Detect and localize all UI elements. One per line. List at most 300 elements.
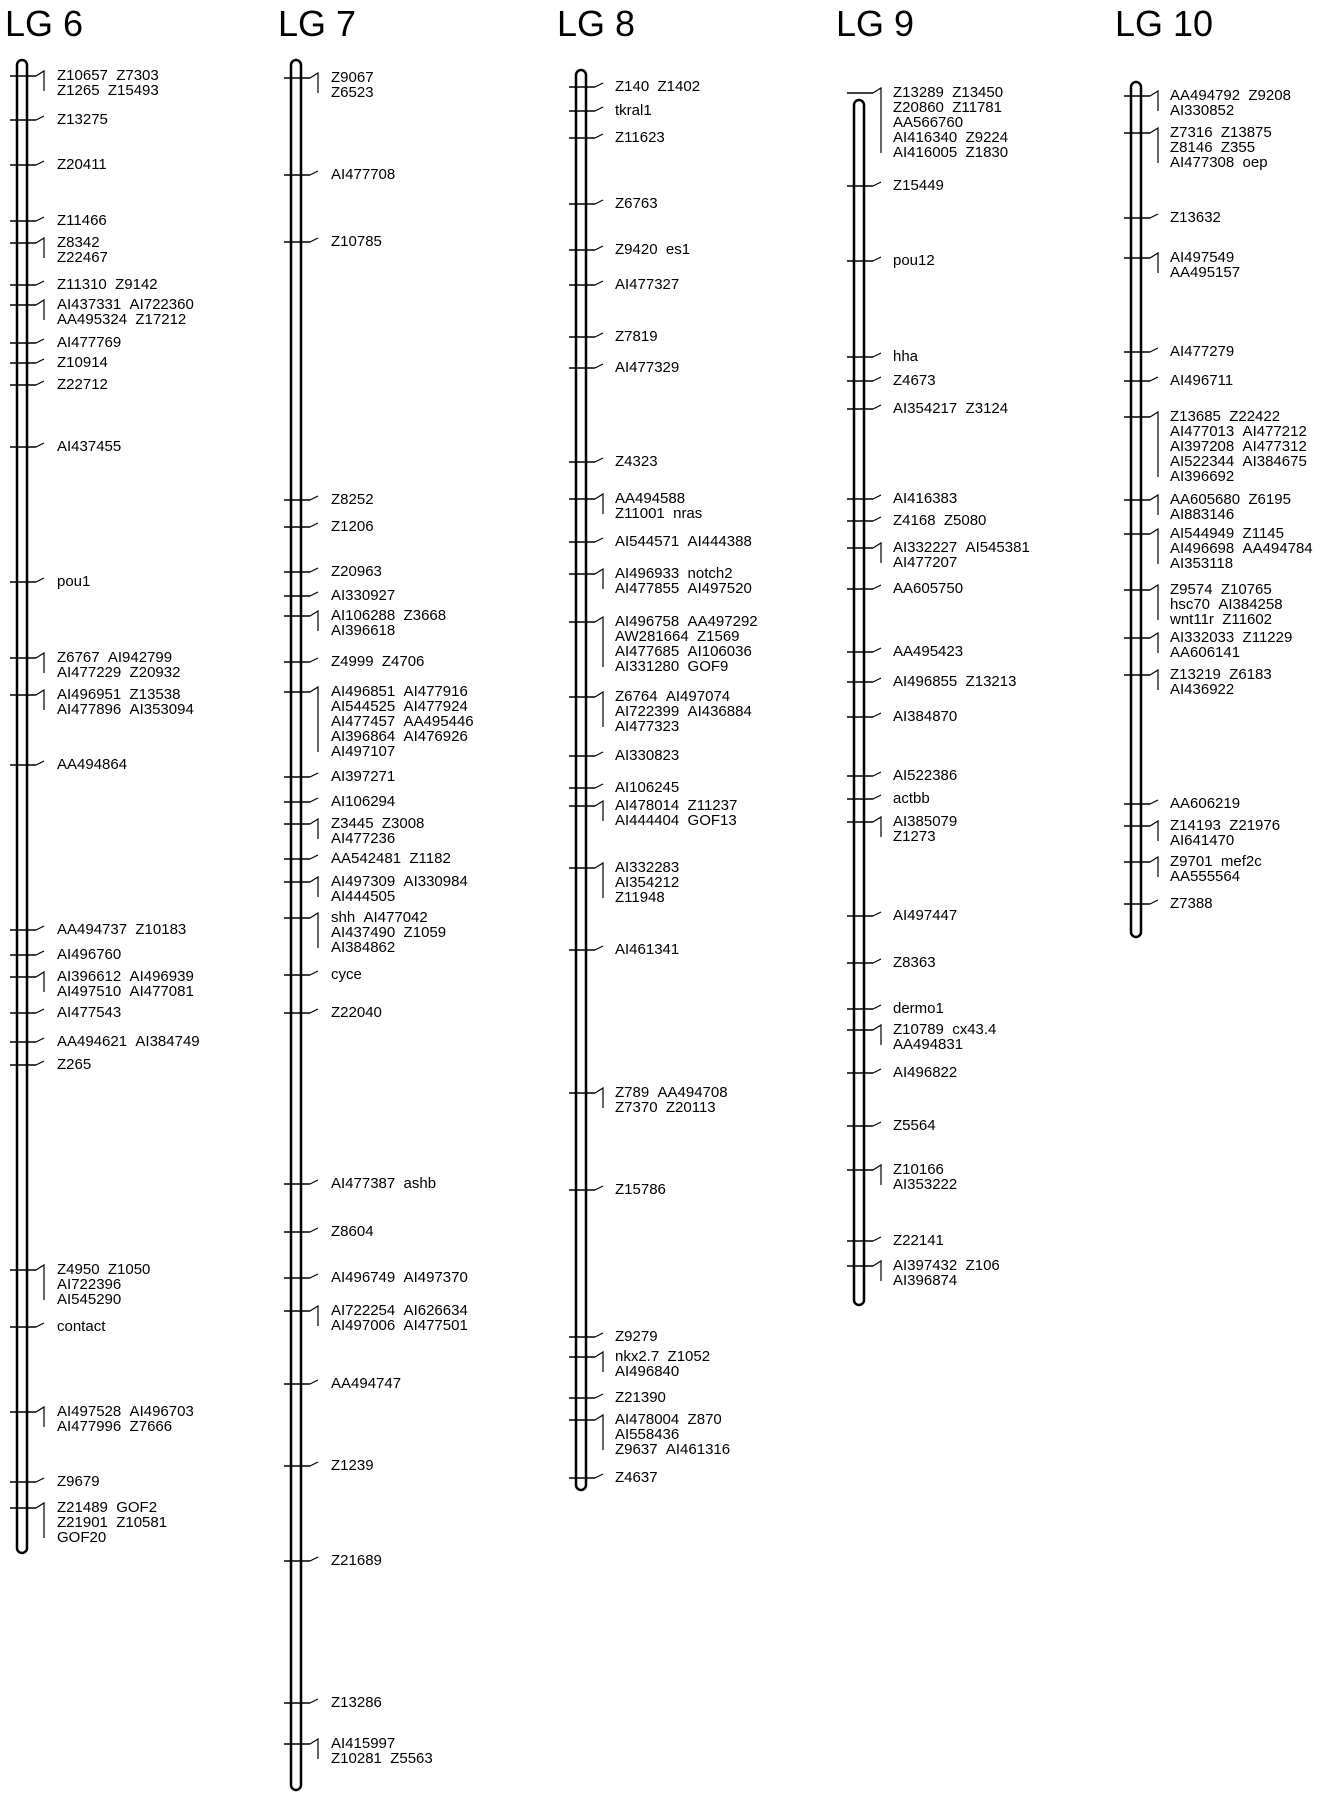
lg-7-marker-label: Z1239 <box>331 1457 374 1474</box>
lg-7-marker-label: AI544525 AI477924 <box>331 698 468 715</box>
lg-10-marker-label: Z13685 Z22422 <box>1170 408 1281 425</box>
lg-7-marker-label: AI477457 AA495446 <box>331 713 474 730</box>
lg-8-marker-connector <box>595 752 603 756</box>
lg-6-marker-label: contact <box>57 1318 106 1335</box>
lg-7-marker-label: AI106288 Z3668 <box>331 607 447 624</box>
lg-7-marker-connector <box>310 773 318 777</box>
lg-9-marker-connector <box>873 257 881 261</box>
lg-8-marker-label: nkx2.7 Z1052 <box>615 1348 711 1365</box>
lg-9-marker-connector <box>873 1122 881 1126</box>
lg-8-marker-label: AI330823 <box>615 747 680 764</box>
lg-9-marker-label: AA566760 <box>893 114 964 131</box>
lg-9-marker-connector <box>873 1005 881 1009</box>
lg-9-marker-connector <box>873 353 881 357</box>
lg-10-marker-label: AI477013 AI477212 <box>1170 423 1307 440</box>
lg-6-marker-connector <box>36 926 44 930</box>
lg-7-marker-label: AI415997 <box>331 1735 396 1752</box>
lg-8-marker-label: AI496758 AA497292 <box>615 613 758 630</box>
lg-10-marker-label: Z13632 <box>1170 209 1221 226</box>
lg-6-marker-bracket <box>36 300 44 320</box>
lg-8-chromosome-bar <box>576 70 586 1490</box>
lg-7-marker-label: AI437490 Z1059 <box>331 924 447 941</box>
lg-9-marker-label: actbb <box>893 790 930 807</box>
lg-7-marker-label: AA494747 <box>331 1375 402 1392</box>
lg-6-marker-label: Z9679 <box>57 1473 100 1490</box>
lg-10-marker-label: AI883146 <box>1170 506 1235 523</box>
lg-9-marker-label: pou12 <box>893 252 935 269</box>
lg-6-marker-label: Z8342 <box>57 234 100 251</box>
lg-9-marker-connector <box>873 795 881 799</box>
lg-6-marker-bracket <box>36 1503 44 1538</box>
lg-9-marker-label: Z10789 cx43.4 <box>893 1021 997 1038</box>
lg-10-marker-bracket <box>1150 857 1158 877</box>
lg-10-marker-connector <box>1150 377 1158 381</box>
lg-6-marker-bracket <box>36 972 44 992</box>
lg-8-marker-label: AI477323 <box>615 718 680 735</box>
lg-10-marker-label: Z9701 mef2c <box>1170 853 1262 870</box>
lg-6-marker-connector <box>36 951 44 955</box>
lg-7-marker-label: shh AI477042 <box>331 909 428 926</box>
lg-7-marker-label: AI330927 <box>331 587 396 604</box>
lg-10-marker-bracket <box>1150 633 1158 653</box>
lg-8-marker-connector <box>595 246 603 250</box>
lg-6-marker-connector <box>36 1323 44 1327</box>
lg-9-marker-label: dermo1 <box>893 1000 944 1017</box>
lg-10-marker-label: Z14193 Z21976 <box>1170 817 1281 834</box>
lg-6-marker-bracket <box>36 1265 44 1300</box>
lg-10-marker-bracket <box>1150 128 1158 163</box>
lg-8-marker-connector <box>595 134 603 138</box>
lg-8-marker-label: Z21390 <box>615 1389 666 1406</box>
lg-7-marker-label: AI497107 <box>331 743 396 760</box>
lg-6-marker-label: Z13275 <box>57 111 108 128</box>
lg-6-marker-label: AI545290 <box>57 1291 122 1308</box>
lg-8-marker-connector <box>595 1394 603 1398</box>
lg-9-marker-bracket <box>873 1025 881 1045</box>
lg-9-marker-connector <box>873 405 881 409</box>
lg-9-marker-label: Z20860 Z11781 <box>893 99 1002 116</box>
lg-8-marker-label: Z140 Z1402 <box>615 78 701 95</box>
lg-9-marker-label: AI496855 Z13213 <box>893 673 1017 690</box>
lg-7-marker-connector <box>310 1699 318 1703</box>
lg-6-marker-label: AI477996 Z7666 <box>57 1418 173 1435</box>
lg-6-marker-label: AA495324 Z17212 <box>57 311 187 328</box>
lg-7-marker-label: AI722254 AI626634 <box>331 1302 468 1319</box>
lg-9-marker-connector <box>873 678 881 682</box>
lg-8-marker-label: AI477327 <box>615 276 680 293</box>
lg-6-marker-bracket <box>36 238 44 258</box>
lg-8-marker-bracket <box>595 863 603 898</box>
lg-9-marker-label: AA605750 <box>893 580 964 597</box>
lg-9-marker-label: Z15449 <box>893 177 944 194</box>
lg-7-marker-connector <box>310 1557 318 1561</box>
lg-10-marker-bracket <box>1150 670 1158 690</box>
lg-7-title: LG 7 <box>278 3 357 44</box>
lg-10-marker-label: AI522344 AI384675 <box>1170 453 1307 470</box>
lg-7-marker-connector <box>310 1180 318 1184</box>
lg-6-marker-connector <box>36 1038 44 1042</box>
lg-8-marker-label: AI496933 notch2 <box>615 565 733 582</box>
lg-6-marker-label: AI496760 <box>57 946 122 963</box>
lg-9-marker-label: AI416383 <box>893 490 958 507</box>
lg-8-marker-label: Z7819 <box>615 328 658 345</box>
lg-10-marker-label: AI497549 <box>1170 249 1235 266</box>
lg-6-marker-label: AA494621 AI384749 <box>57 1033 200 1050</box>
lg-10-marker-bracket <box>1150 495 1158 515</box>
lg-6-marker-label: AI437455 <box>57 438 122 455</box>
lg-7-marker-connector <box>310 798 318 802</box>
lg-9-marker-label: AI416340 Z9224 <box>893 129 1009 146</box>
lg-7-marker-label: AI497006 AI477501 <box>331 1317 468 1334</box>
lg-6-marker-connector <box>36 339 44 343</box>
lg-10-marker-label: AI353118 <box>1170 555 1234 572</box>
lg-7-marker-label: Z8252 <box>331 491 374 508</box>
lg-10-marker-label: AI436922 <box>1170 681 1235 698</box>
lg-6-marker-label: Z21901 Z10581 <box>57 1514 168 1531</box>
lg-6-marker-label: AI722396 <box>57 1276 122 1293</box>
lg-9-marker-label: Z8363 <box>893 954 936 971</box>
lg-6-marker-label: AI477896 AI353094 <box>57 701 194 718</box>
lg-6-marker-connector <box>36 161 44 165</box>
lg-7-marker-connector <box>310 971 318 975</box>
lg-9-marker-label: Z1273 <box>893 828 936 845</box>
lg-10-marker-label: AA605680 Z6195 <box>1170 491 1291 508</box>
lg-9-marker-label: AI332227 AI545381 <box>893 539 1030 556</box>
lg-8-marker-bracket <box>595 494 603 514</box>
lg-6-marker-bracket <box>36 653 44 673</box>
lg-9-marker-bracket <box>873 1165 881 1185</box>
lg-8-marker-label: Z9637 AI461316 <box>615 1441 731 1458</box>
lg-7-marker-label: Z22040 <box>331 1004 382 1021</box>
lg-9-marker-label: AI497447 <box>893 907 958 924</box>
lg-8-marker-label: AI106245 <box>615 779 680 796</box>
lg-8-marker-label: AI496840 <box>615 1363 680 1380</box>
lg-8-marker-label: AI354212 <box>615 874 680 891</box>
lg-9-marker-connector <box>873 585 881 589</box>
lg-6-marker-label: GOF20 <box>57 1529 107 1546</box>
lg-10-title: LG 10 <box>1115 3 1214 44</box>
lg-10-marker-bracket <box>1150 91 1158 111</box>
lg-7-marker-label: AI477708 <box>331 166 396 183</box>
lg-10-marker-connector <box>1150 348 1158 352</box>
lg-9-marker-label: AI354217 Z3124 <box>893 400 1009 417</box>
lg-9-marker-bracket <box>873 88 881 153</box>
lg-8-marker-label: AI331280 GOF9 <box>615 658 729 675</box>
lg-7-marker-bracket <box>310 687 318 752</box>
lg-8-marker-label: Z11623 <box>615 129 665 146</box>
lg-8-marker-bracket <box>595 569 603 589</box>
lg-7-marker-label: cyce <box>331 966 362 983</box>
lg-9-marker-label: Z5564 <box>893 1117 936 1134</box>
lg-9-marker-connector <box>873 912 881 916</box>
lg-8-marker-bracket <box>595 617 603 667</box>
lg-9-marker-label: Z10166 <box>893 1161 944 1178</box>
lg-10-marker-label: AI332033 Z11229 <box>1170 629 1293 646</box>
lg-8-marker-connector <box>595 1333 603 1337</box>
lg-6-marker-label: AI497510 AI477081 <box>57 983 194 1000</box>
lg-7-marker-label: AI106294 <box>331 793 396 810</box>
lg-7-marker-connector <box>310 658 318 662</box>
lg-7-marker-label: AA542481 Z1182 <box>331 850 451 867</box>
lg-7-marker-label: AI477236 <box>331 830 396 847</box>
lg-6-marker-label: AI437331 AI722360 <box>57 296 194 313</box>
lg-9-marker-bracket <box>873 817 881 837</box>
lg-10-marker-label: hsc70 AI384258 <box>1170 596 1283 613</box>
lg-8-marker-connector <box>595 364 603 368</box>
lg-6-marker-connector <box>36 1009 44 1013</box>
lg-6-marker-label: Z22712 <box>57 376 108 393</box>
lg-6-chromosome-bar <box>17 60 27 1553</box>
lg-6-marker-connector <box>36 116 44 120</box>
lg-6-marker-bracket <box>36 71 44 91</box>
lg-8-marker-connector <box>595 333 603 337</box>
lg-7-marker-bracket <box>310 611 318 631</box>
lg-7-marker-connector <box>310 171 318 175</box>
lg-10-marker-label: Z13219 Z6183 <box>1170 666 1272 683</box>
lg-10-marker-label: AI496711 <box>1170 372 1234 389</box>
lg-6-marker-connector <box>36 578 44 582</box>
lg-10-marker-label: AI641470 <box>1170 832 1235 849</box>
lg-10-marker-label: AA606141 <box>1170 644 1241 661</box>
lg-8-marker-bracket <box>595 692 603 727</box>
lg-6-marker-label: Z6767 AI942799 <box>57 649 173 666</box>
lg-8-marker-label: AI722399 AI436884 <box>615 703 752 720</box>
lg-10-marker-connector <box>1150 900 1158 904</box>
lg-6-marker-label: AI477543 <box>57 1004 122 1021</box>
lg-7-marker-bracket <box>310 1306 318 1326</box>
lg-8-title: LG 8 <box>557 3 636 44</box>
lg-10-marker-connector <box>1150 214 1158 218</box>
lg-8-marker-label: Z11001 nras <box>615 505 703 522</box>
lg-7-marker-label: Z20963 <box>331 563 382 580</box>
lg-6-marker-label: Z4950 Z1050 <box>57 1261 151 1278</box>
lg-9-marker-label: Z4168 Z5080 <box>893 512 987 529</box>
lg-9-marker-label: AI397432 Z106 <box>893 1257 1000 1274</box>
lg-6-marker-label: AI477229 Z20932 <box>57 664 181 681</box>
lg-8-marker-label: AI444404 GOF13 <box>615 812 737 829</box>
lg-10-marker-label: Z7388 <box>1170 895 1213 912</box>
lg-7-marker-label: AI384862 <box>331 939 396 956</box>
lg-7-marker-label: Z13286 <box>331 1694 382 1711</box>
lg-10-marker-label: AI397208 AI477312 <box>1170 438 1307 455</box>
lg-8-marker-connector <box>595 1474 603 1478</box>
lg-6-marker-connector <box>36 1478 44 1482</box>
lg-9-marker-connector <box>873 495 881 499</box>
lg-6-marker-label: AI477769 <box>57 334 122 351</box>
lg-6-title: LG 6 <box>5 3 84 44</box>
lg-6-marker-label: Z10914 <box>57 354 108 371</box>
lg-10-marker-bracket <box>1150 412 1158 477</box>
lg-6-marker-label: Z11466 <box>57 212 107 229</box>
lg-7-marker-label: Z10281 Z5563 <box>331 1750 433 1767</box>
lg-7-marker-label: AI397271 <box>331 768 396 785</box>
lg-9-chromosome-bar <box>854 100 864 1305</box>
lg-8-marker-label: AI558436 <box>615 1426 680 1443</box>
lg-7-marker-connector <box>310 1462 318 1466</box>
lg-6-marker-label: Z11310 Z9142 <box>57 276 158 293</box>
lg-7-marker-bracket <box>310 1739 318 1759</box>
lg-8-marker-label: AI544571 AI444388 <box>615 533 752 550</box>
lg-8-marker-label: Z9420 es1 <box>615 241 691 258</box>
lg-9-marker-connector <box>873 377 881 381</box>
lg-7-marker-label: AI496851 AI477916 <box>331 683 468 700</box>
lg-8-marker-bracket <box>595 1088 603 1108</box>
lg-10-chromosome-bar <box>1131 82 1141 937</box>
lg-8-marker-label: AI332283 <box>615 859 680 876</box>
lg-7-marker-connector <box>310 1274 318 1278</box>
lg-8-marker-bracket <box>595 1352 603 1372</box>
lg-8-marker-label: Z789 AA494708 <box>615 1084 728 1101</box>
lg-8-marker-connector <box>595 107 603 111</box>
lg-9-marker-label: AI477207 <box>893 554 958 571</box>
lg-9-marker-connector <box>873 648 881 652</box>
lg-6-marker-connector <box>36 217 44 221</box>
lg-8-marker-label: Z6763 <box>615 195 658 212</box>
lg-9-marker-label: AI396874 <box>893 1272 958 1289</box>
lg-6-marker-connector <box>36 281 44 285</box>
lg-8-marker-label: AW281664 Z1569 <box>615 628 740 645</box>
lg-6-marker-bracket <box>36 690 44 710</box>
lg-7-marker-connector <box>310 1228 318 1232</box>
lg-8-marker-label: Z9279 <box>615 1328 658 1345</box>
lg-9-marker-bracket <box>873 543 881 563</box>
lg-9-marker-label: AI385079 <box>893 813 958 830</box>
lg-10-marker-label: AA495157 <box>1170 264 1241 281</box>
lg-7-marker-label: Z4999 Z4706 <box>331 653 425 670</box>
lg-9-marker-label: Z22141 <box>893 1232 944 1249</box>
lg-7-marker-connector <box>310 523 318 527</box>
lg-6-marker-label: Z10657 Z7303 <box>57 67 159 84</box>
lg-8-marker-label: Z4323 <box>615 453 658 470</box>
lg-8-marker-label: Z7370 Z20113 <box>615 1099 716 1116</box>
lg-9-marker-label: Z13289 Z13450 <box>893 84 1004 101</box>
lg-6-marker-connector <box>36 761 44 765</box>
lg-7-marker-label: AI477387 ashb <box>331 1175 437 1192</box>
lg-9-marker-label: AI496822 <box>893 1064 958 1081</box>
lg-9-marker-label: AI384870 <box>893 708 958 725</box>
lg-6-marker-label: Z1265 Z15493 <box>57 82 159 99</box>
lg-7-marker-label: Z3445 Z3008 <box>331 815 425 832</box>
lg-7-marker-label: Z9067 <box>331 69 374 86</box>
lg-10-marker-bracket <box>1150 585 1158 620</box>
lg-9-marker-label: AI522386 <box>893 767 958 784</box>
lg-6-marker-bracket <box>36 1407 44 1427</box>
lg-9-title: LG 9 <box>836 3 915 44</box>
lg-7-marker-connector <box>310 496 318 500</box>
lg-9-marker-connector <box>873 1069 881 1073</box>
lg-7-marker-bracket <box>310 819 318 839</box>
lg-7-marker-bracket <box>310 73 318 93</box>
lg-8-marker-label: Z11948 <box>615 889 665 906</box>
lg-8-marker-bracket <box>595 801 603 821</box>
lg-10-marker-label: AI477308 oep <box>1170 154 1268 171</box>
lg-10-marker-connector <box>1150 800 1158 804</box>
lg-6-marker-label: AA494864 <box>57 756 128 773</box>
lg-7-marker-label: AI497309 AI330984 <box>331 873 468 890</box>
lg-7-marker-label: Z8604 <box>331 1223 374 1240</box>
lg-8-marker-connector <box>595 281 603 285</box>
lg-6-marker-connector <box>36 1061 44 1065</box>
lg-7-marker-label: Z6523 <box>331 84 374 101</box>
lg-8-marker-label: AI478014 Z11237 <box>615 797 738 814</box>
lg-7-marker-connector <box>310 855 318 859</box>
lg-7-marker-label: AI496749 AI497370 <box>331 1269 468 1286</box>
lg-6-marker-label: Z20411 <box>57 156 107 173</box>
lg-7-marker-label: AI444505 <box>331 888 396 905</box>
lg-9-marker-label: AA494831 <box>893 1036 964 1053</box>
lg-6-marker-label: Z21489 GOF2 <box>57 1499 158 1516</box>
lg-9-marker-connector <box>873 959 881 963</box>
lg-7-marker-connector <box>310 238 318 242</box>
lg-8-marker-label: Z4637 <box>615 1469 658 1486</box>
lg-9-marker-bracket <box>873 1261 881 1281</box>
lg-9-marker-label: AI353222 <box>893 1176 958 1193</box>
lg-8-marker-connector <box>595 538 603 542</box>
lg-8-marker-label: Z15786 <box>615 1181 666 1198</box>
lg-7-marker-bracket <box>310 877 318 897</box>
lg-8-marker-connector <box>595 458 603 462</box>
lg-7-marker-connector <box>310 1380 318 1384</box>
lg-10-marker-label: wnt11r Z11602 <box>1170 611 1273 628</box>
lg-10-marker-label: Z7316 Z13875 <box>1170 124 1272 141</box>
lg-8-marker-label: AA494588 <box>615 490 686 507</box>
lg-10-marker-label: AI496698 AA494784 <box>1170 540 1313 557</box>
lg-6-marker-label: AA494737 Z10183 <box>57 921 187 938</box>
lg-6-marker-label: Z265 <box>57 1056 92 1073</box>
lg-10-marker-label: AA555564 <box>1170 868 1241 885</box>
lg-7-chromosome-bar <box>291 60 301 1790</box>
lg-6-marker-label: Z22467 <box>57 249 108 266</box>
lg-8-marker-connector <box>595 784 603 788</box>
lg-10-marker-label: Z8146 Z355 <box>1170 139 1256 156</box>
lg-7-marker-connector <box>310 592 318 596</box>
lg-6-marker-label: AI496951 Z13538 <box>57 686 181 703</box>
lg-6-marker-connector <box>36 443 44 447</box>
lg-6-marker-label: AI396612 AI496939 <box>57 968 194 985</box>
lg-9-marker-connector <box>873 517 881 521</box>
lg-10-marker-label: AI330852 <box>1170 102 1235 119</box>
lg-10-marker-label: AA606219 <box>1170 795 1241 812</box>
lg-10-marker-label: AI477279 <box>1170 343 1235 360</box>
lg-7-marker-label: Z10785 <box>331 233 382 250</box>
lg-8-marker-label: Z6764 AI497074 <box>615 688 731 705</box>
lg-6-marker-connector <box>36 381 44 385</box>
lg-9-marker-label: AA495423 <box>893 643 964 660</box>
lg-10-marker-bracket <box>1150 821 1158 841</box>
lg-8-marker-label: tkral1 <box>615 102 652 119</box>
lg-8-marker-connector <box>595 946 603 950</box>
lg-7-marker-label: AI396864 AI476926 <box>331 728 468 745</box>
lg-8-marker-connector <box>595 1186 603 1190</box>
lg-10-marker-label: AA494792 Z9208 <box>1170 87 1291 104</box>
lg-8-marker-label: AI477329 <box>615 359 680 376</box>
lg-9-marker-connector <box>873 772 881 776</box>
lg-7-marker-label: Z21689 <box>331 1552 382 1569</box>
lg-8-marker-bracket <box>595 1415 603 1450</box>
lg-8-marker-label: AI478004 Z870 <box>615 1411 722 1428</box>
lg-9-marker-connector <box>873 713 881 717</box>
lg-6-marker-label: AI497528 AI496703 <box>57 1403 194 1420</box>
lg-7-marker-bracket <box>310 913 318 948</box>
lg-6-marker-label: pou1 <box>57 573 91 590</box>
lg-10-marker-bracket <box>1150 529 1158 564</box>
lg-7-marker-label: Z1206 <box>331 518 374 535</box>
lg-10-marker-label: Z9574 Z10765 <box>1170 581 1272 598</box>
lg-9-marker-connector <box>873 182 881 186</box>
lg-8-marker-label: AI477855 AI497520 <box>615 580 752 597</box>
lg-10-marker-label: AI544949 Z1145 <box>1170 525 1284 542</box>
lg-8-marker-label: AI477685 AI106036 <box>615 643 752 660</box>
